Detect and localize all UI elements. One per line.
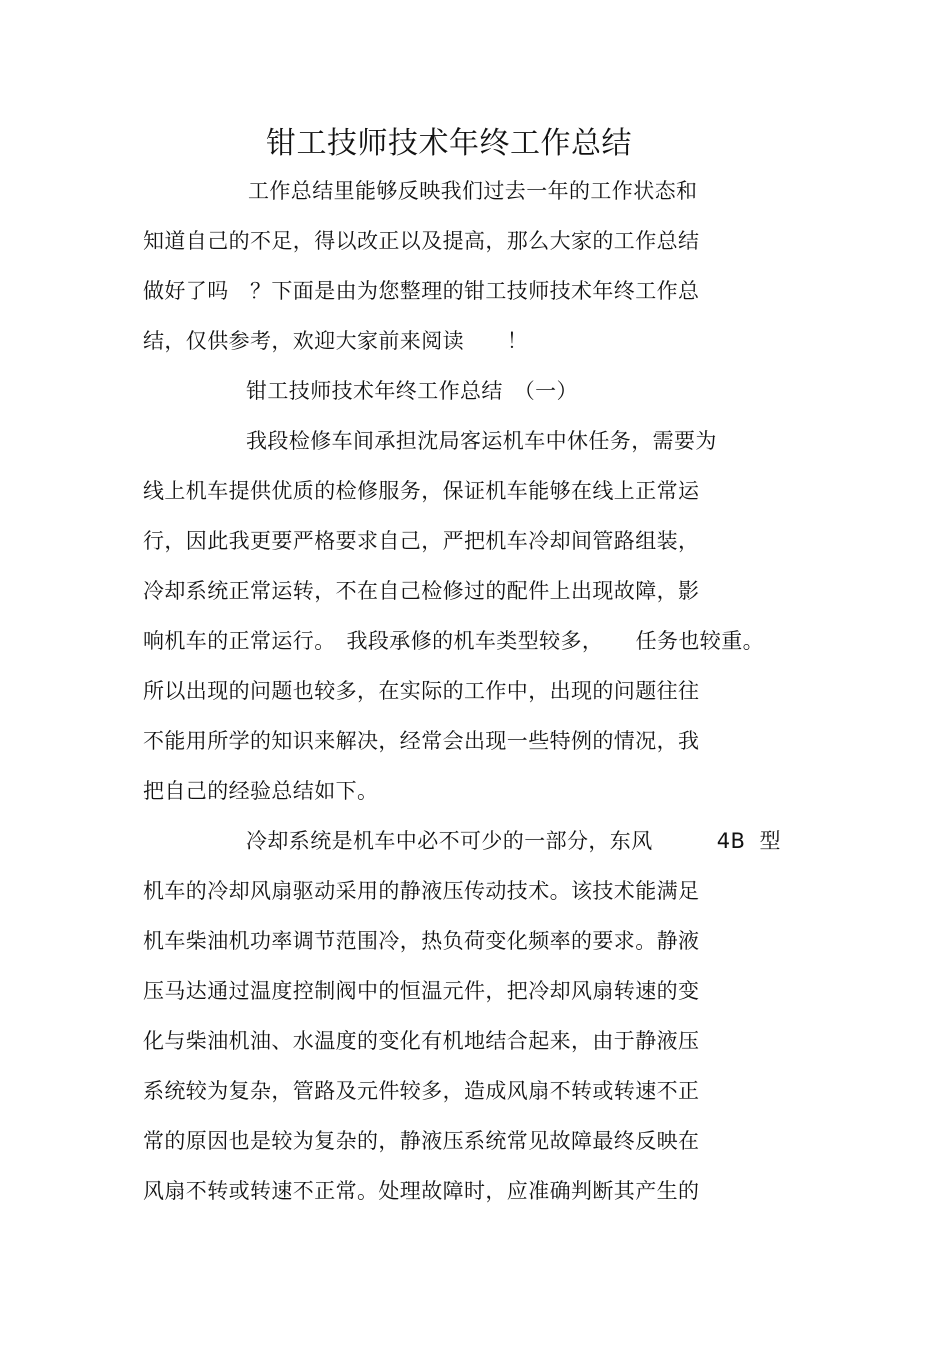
paragraph-line: 工作总结里能够反映我们过去一年的工作状态和 — [248, 179, 698, 203]
paragraph-line: 结，仅供参考，欢迎大家前来阅读 ！ — [143, 329, 529, 353]
paragraph-line: 机车柴油机功率调节范围冷，热负荷变化频率的要求。静液 — [143, 929, 700, 953]
paragraph-line: 做好了吗 ？下面是由为您整理的钳工技师技术年终工作总 — [143, 279, 700, 303]
paragraph-line: 风扇不转或转速不正常。处理故障时，应准确判断其产生的 — [143, 1179, 700, 1203]
document-title: 钳工技师技术年终工作总结 — [266, 126, 632, 161]
paragraph-line: 响机车的正常运行。 我段承修的机车类型较多， 任务也较重。 — [143, 629, 764, 653]
paragraph-line: 线上机车提供优质的检修服务，保证机车能够在线上正常运 — [143, 479, 700, 503]
paragraph-line: 冷却系统正常运转，不在自己检修过的配件上出现故障，影 — [143, 579, 700, 603]
paragraph-line: 常的原因也是较为复杂的，静液压系统常见故障最终反映在 — [143, 1129, 700, 1153]
paragraph-line: 把自己的经验总结如下。 — [143, 779, 379, 803]
paragraph-line: 不能用所学的知识来解决，经常会出现一些特例的情况，我 — [143, 729, 700, 753]
paragraph-line: 机车的冷却风扇驱动采用的静液压传动技术。该技术能满足 — [143, 879, 700, 903]
paragraph-line: 我段检修车间承担沈局客运机车中休任务，需要为 — [246, 429, 717, 453]
paragraph-line: 所以出现的问题也较多，在实际的工作中，出现的问题往往 — [143, 679, 700, 703]
paragraph-line: 化与柴油机油、水温度的变化有机地结合起来，由于静液压 — [143, 1029, 700, 1053]
paragraph-line: 压马达通过温度控制阀中的恒温元件，把冷却风扇转速的变 — [143, 979, 700, 1003]
paragraph-line: 行，因此我更要严格要求自己，严把机车冷却间管路组装， — [143, 529, 700, 553]
paragraph-line: 冷却系统是机车中必不可少的一部分，东风 4B 型 — [246, 829, 781, 853]
paragraph-line: 知道自己的不足，得以改正以及提高，那么大家的工作总结 — [143, 229, 700, 253]
paragraph-line: 系统较为复杂，管路及元件较多，造成风扇不转或转速不正 — [143, 1079, 700, 1103]
section-heading: 钳工技师技术年终工作总结 （一） — [246, 379, 578, 403]
